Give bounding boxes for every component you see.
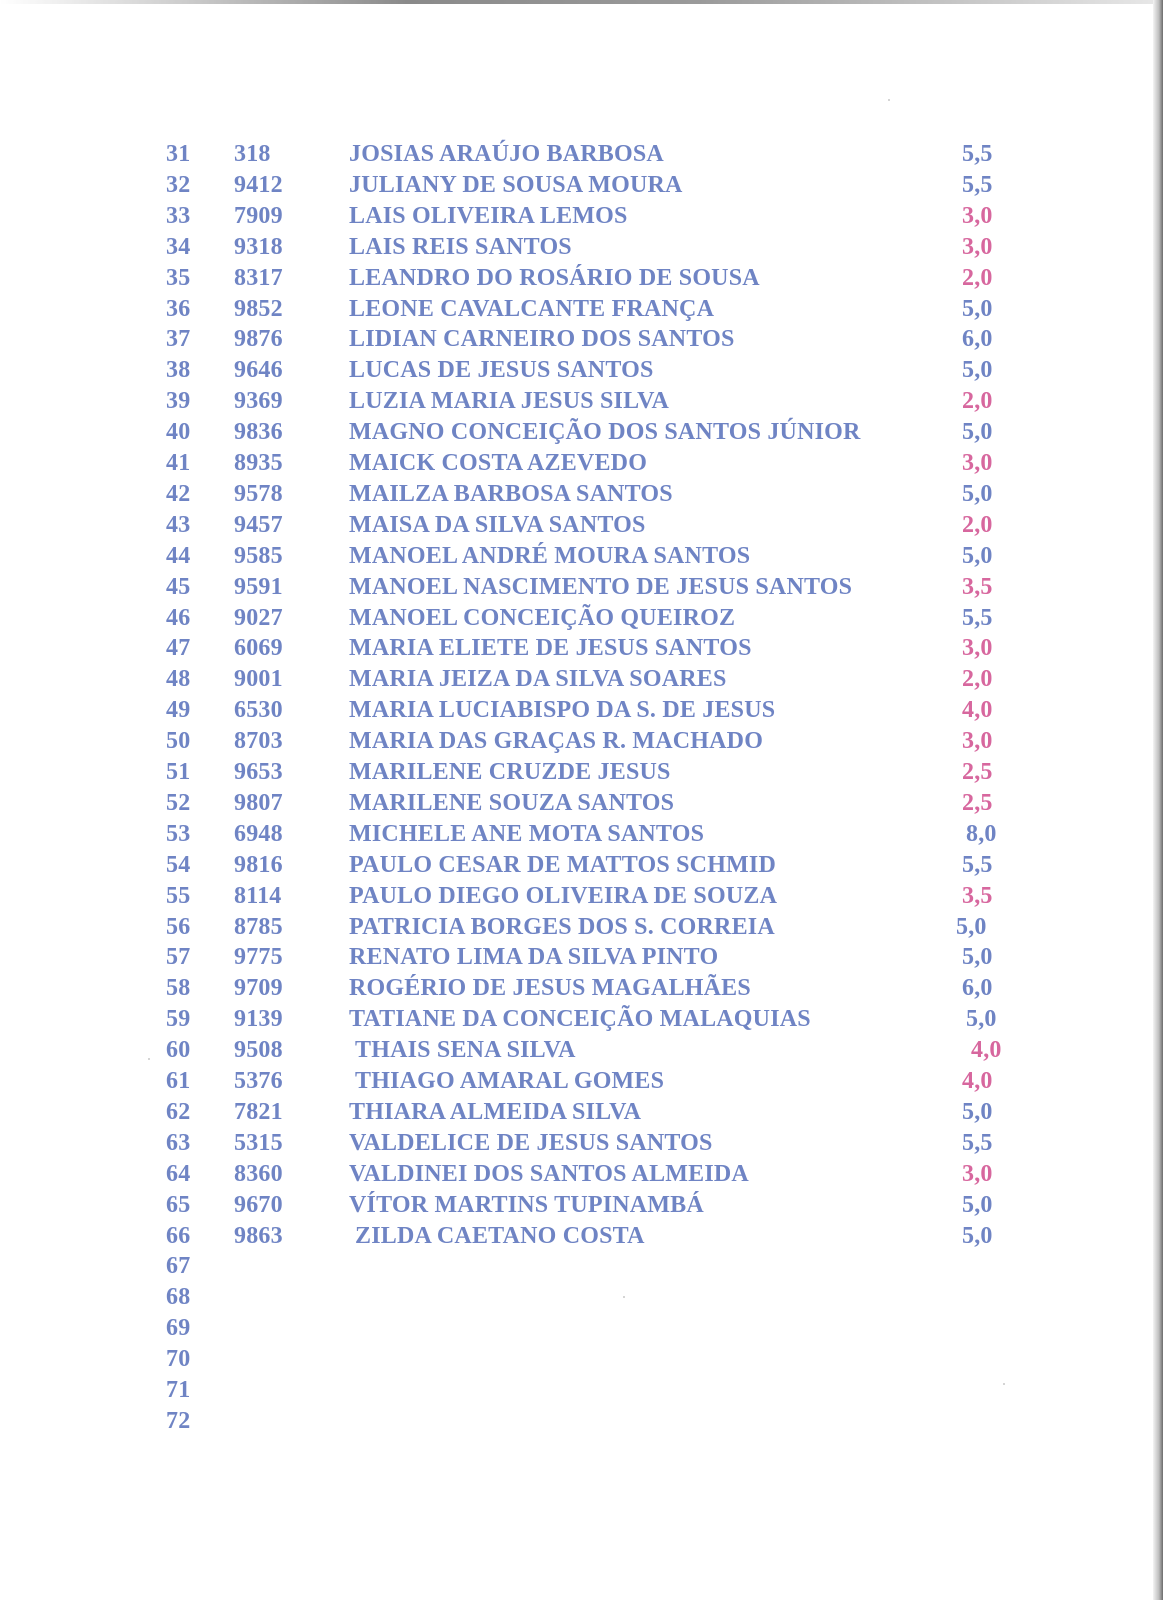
- student-grade: 3,0: [962, 1161, 993, 1187]
- student-code: 7909: [234, 203, 283, 229]
- student-code: 8360: [234, 1161, 283, 1187]
- student-grade: 3,0: [962, 234, 993, 260]
- list-row: [0, 1375, 1150, 1406]
- list-row: [0, 757, 1150, 788]
- row-number: 65: [166, 1192, 191, 1218]
- row-number: 37: [166, 326, 191, 352]
- list-row: [0, 1097, 1150, 1128]
- student-code: 9027: [234, 605, 283, 631]
- student-grade: 5,0: [962, 1099, 993, 1125]
- student-code: 6948: [234, 821, 283, 847]
- row-number: 31: [166, 141, 191, 167]
- student-code: 8703: [234, 728, 283, 754]
- list-row: [0, 1251, 1150, 1282]
- student-name: THAIS SENA SILVA: [355, 1037, 576, 1063]
- student-name: ZILDA CAETANO COSTA: [355, 1223, 645, 1249]
- student-grade: 3,0: [962, 635, 993, 661]
- row-number: 64: [166, 1161, 191, 1187]
- row-number: 60: [166, 1037, 191, 1063]
- row-number: 52: [166, 790, 191, 816]
- student-code: 9807: [234, 790, 283, 816]
- student-name: VALDELICE DE JESUS SANTOS: [349, 1130, 713, 1156]
- student-name: MARIA LUCIABISPO DA S. DE JESUS: [349, 697, 776, 723]
- student-name: JULIANY DE SOUSA MOURA: [349, 172, 683, 198]
- list-row: [0, 664, 1150, 695]
- list-row: [0, 1035, 1150, 1066]
- student-name: MAISA DA SILVA SANTOS: [349, 512, 646, 538]
- row-number: 39: [166, 388, 191, 414]
- student-code: 9318: [234, 234, 283, 260]
- list-row: [0, 1221, 1150, 1252]
- row-number: 45: [166, 574, 191, 600]
- list-row: [0, 232, 1150, 263]
- student-grade: 4,0: [962, 1068, 993, 1094]
- list-row: [0, 417, 1150, 448]
- student-code: 9852: [234, 296, 283, 322]
- list-row: [0, 912, 1150, 943]
- list-row: [0, 850, 1150, 881]
- student-code: 9585: [234, 543, 283, 569]
- student-grade: 5,0: [962, 296, 993, 322]
- student-code: 5315: [234, 1130, 283, 1156]
- row-number: 63: [166, 1130, 191, 1156]
- student-code: 9369: [234, 388, 283, 414]
- student-name: PAULO DIEGO OLIVEIRA DE SOUZA: [349, 883, 778, 909]
- student-grade: 6,0: [962, 975, 993, 1001]
- student-code: 6530: [234, 697, 283, 723]
- student-grade: 5,0: [962, 944, 993, 970]
- student-grade: 5,0: [962, 1223, 993, 1249]
- student-name: VÍTOR MARTINS TUPINAMBÁ: [349, 1192, 704, 1218]
- row-number: 38: [166, 357, 191, 383]
- row-number: 58: [166, 975, 191, 1001]
- list-row: [0, 1406, 1150, 1437]
- student-name: LEONE CAVALCANTE FRANÇA: [349, 296, 715, 322]
- scan-speck: [148, 1058, 150, 1060]
- row-number: 71: [166, 1377, 191, 1403]
- row-number: 36: [166, 296, 191, 322]
- row-number: 57: [166, 944, 191, 970]
- row-number: 44: [166, 543, 191, 569]
- student-code: 9816: [234, 852, 283, 878]
- student-grade: 3,5: [962, 574, 993, 600]
- row-number: 61: [166, 1068, 191, 1094]
- student-name: MARIA ELIETE DE JESUS SANTOS: [349, 635, 752, 661]
- student-name: VALDINEI DOS SANTOS ALMEIDA: [349, 1161, 749, 1187]
- student-name: MANOEL ANDRÉ MOURA SANTOS: [349, 543, 751, 569]
- row-number: 56: [166, 914, 191, 940]
- student-grade: 2,5: [962, 790, 993, 816]
- student-grade: 5,5: [962, 605, 993, 631]
- list-row: [0, 294, 1150, 325]
- list-row: [0, 510, 1150, 541]
- student-code: 9578: [234, 481, 283, 507]
- student-code: 9139: [234, 1006, 283, 1032]
- student-code: 318: [234, 141, 271, 167]
- student-name: LEANDRO DO ROSÁRIO DE SOUSA: [349, 265, 760, 291]
- row-number: 54: [166, 852, 191, 878]
- row-number: 35: [166, 265, 191, 291]
- list-row: [0, 695, 1150, 726]
- student-grade: 3,5: [962, 883, 993, 909]
- row-number: 47: [166, 635, 191, 661]
- list-row: [0, 1313, 1150, 1344]
- list-row: [0, 1004, 1150, 1035]
- student-grade: 5,0: [956, 914, 987, 940]
- list-row: [0, 881, 1150, 912]
- student-code: 8114: [234, 883, 282, 909]
- row-number: 68: [166, 1284, 191, 1310]
- list-row: [0, 355, 1150, 386]
- row-number: 59: [166, 1006, 191, 1032]
- student-grade: 3,0: [962, 728, 993, 754]
- row-number: 70: [166, 1346, 191, 1372]
- student-grade: 5,5: [962, 172, 993, 198]
- student-name: THIAGO AMARAL GOMES: [355, 1068, 665, 1094]
- student-code: 8935: [234, 450, 283, 476]
- student-code: 6069: [234, 635, 283, 661]
- student-code: 9591: [234, 574, 283, 600]
- student-code: 9001: [234, 666, 283, 692]
- student-name: LAIS OLIVEIRA LEMOS: [349, 203, 628, 229]
- list-row: [0, 633, 1150, 664]
- row-number: 32: [166, 172, 191, 198]
- student-code: 9508: [234, 1037, 283, 1063]
- student-code: 9876: [234, 326, 283, 352]
- row-number: 51: [166, 759, 191, 785]
- student-name: LIDIAN CARNEIRO DOS SANTOS: [349, 326, 735, 352]
- list-row: [0, 139, 1150, 170]
- student-grade: 5,0: [962, 419, 993, 445]
- scan-right-edge: [1153, 0, 1163, 1600]
- list-row: [0, 170, 1150, 201]
- list-row: [0, 973, 1150, 1004]
- student-code: 9709: [234, 975, 283, 1001]
- row-number: 34: [166, 234, 191, 260]
- student-grade: 5,5: [962, 1130, 993, 1156]
- student-code: 9646: [234, 357, 283, 383]
- student-name: MARIA DAS GRAÇAS R. MACHADO: [349, 728, 764, 754]
- student-grade: 5,0: [962, 543, 993, 569]
- scan-speck: [1003, 1383, 1005, 1385]
- student-code: 9775: [234, 944, 283, 970]
- list-row: [0, 1344, 1150, 1375]
- list-row: [0, 324, 1150, 355]
- list-row: [0, 572, 1150, 603]
- row-number: 50: [166, 728, 191, 754]
- row-number: 72: [166, 1408, 191, 1434]
- student-grade: 5,0: [966, 1006, 997, 1032]
- list-row: [0, 1190, 1150, 1221]
- student-grade: 6,0: [962, 326, 993, 352]
- row-number: 33: [166, 203, 191, 229]
- student-code: 9670: [234, 1192, 283, 1218]
- row-number: 40: [166, 419, 191, 445]
- student-name: MICHELE ANE MOTA SANTOS: [349, 821, 705, 847]
- student-name: RENATO LIMA DA SILVA PINTO: [349, 944, 719, 970]
- student-grade: 5,0: [962, 357, 993, 383]
- list-row: [0, 603, 1150, 634]
- list-row: [0, 726, 1150, 757]
- student-grade: 2,0: [962, 265, 993, 291]
- student-name: ROGÉRIO DE JESUS MAGALHÃES: [349, 975, 751, 1001]
- student-name: MANOEL NASCIMENTO DE JESUS SANTOS: [349, 574, 853, 600]
- student-code: 9836: [234, 419, 283, 445]
- list-row: [0, 1282, 1150, 1313]
- student-code: 8317: [234, 265, 283, 291]
- student-name: LAIS REIS SANTOS: [349, 234, 572, 260]
- student-grade: 4,0: [962, 697, 993, 723]
- student-code: 9412: [234, 172, 283, 198]
- student-grade: 3,0: [962, 203, 993, 229]
- list-row: [0, 1066, 1150, 1097]
- student-code: 9653: [234, 759, 283, 785]
- list-row: [0, 942, 1150, 973]
- student-grade: 4,0: [971, 1037, 1002, 1063]
- student-name: MAICK COSTA AZEVEDO: [349, 450, 648, 476]
- student-grade: 5,0: [962, 1192, 993, 1218]
- row-number: 62: [166, 1099, 191, 1125]
- row-number: 67: [166, 1253, 191, 1279]
- student-name: JOSIAS ARAÚJO BARBOSA: [349, 141, 664, 167]
- student-name: MAGNO CONCEIÇÃO DOS SANTOS JÚNIOR: [349, 419, 861, 445]
- list-row: [0, 201, 1150, 232]
- student-code: 5376: [234, 1068, 283, 1094]
- scan-speck: [888, 99, 890, 101]
- list-row: [0, 819, 1150, 850]
- row-number: 53: [166, 821, 191, 847]
- list-row: [0, 788, 1150, 819]
- list-row: [0, 448, 1150, 479]
- row-number: 69: [166, 1315, 191, 1341]
- row-number: 66: [166, 1223, 191, 1249]
- list-row: [0, 1159, 1150, 1190]
- student-grade: 5,5: [962, 852, 993, 878]
- row-number: 48: [166, 666, 191, 692]
- student-grade: 5,5: [962, 141, 993, 167]
- student-code: 8785: [234, 914, 283, 940]
- row-number: 41: [166, 450, 191, 476]
- student-name: PATRICIA BORGES DOS S. CORREIA: [349, 914, 775, 940]
- student-code: 9457: [234, 512, 283, 538]
- student-grade: 2,5: [962, 759, 993, 785]
- student-name: MANOEL CONCEIÇÃO QUEIROZ: [349, 605, 736, 631]
- student-code: 9863: [234, 1223, 283, 1249]
- student-grade: 8,0: [966, 821, 997, 847]
- row-number: 46: [166, 605, 191, 631]
- student-code: 7821: [234, 1099, 283, 1125]
- list-row: [0, 541, 1150, 572]
- list-row: [0, 1128, 1150, 1159]
- student-grade: 2,0: [962, 512, 993, 538]
- student-grade: 3,0: [962, 450, 993, 476]
- student-name: MARIA JEIZA DA SILVA SOARES: [349, 666, 727, 692]
- student-grade: 2,0: [962, 388, 993, 414]
- student-name: MAILZA BARBOSA SANTOS: [349, 481, 673, 507]
- student-grade: 2,0: [962, 666, 993, 692]
- student-grade: 5,0: [962, 481, 993, 507]
- student-name: THIARA ALMEIDA SILVA: [349, 1099, 642, 1125]
- student-name: LUCAS DE JESUS SANTOS: [349, 357, 654, 383]
- row-number: 43: [166, 512, 191, 538]
- row-number: 42: [166, 481, 191, 507]
- student-name: LUZIA MARIA JESUS SILVA: [349, 388, 670, 414]
- student-name: PAULO CESAR DE MATTOS SCHMID: [349, 852, 776, 878]
- list-row: [0, 479, 1150, 510]
- student-name: TATIANE DA CONCEIÇÃO MALAQUIAS: [349, 1006, 811, 1032]
- student-name: MARILENE CRUZDE JESUS: [349, 759, 671, 785]
- student-name: MARILENE SOUZA SANTOS: [349, 790, 675, 816]
- list-row: [0, 263, 1150, 294]
- list-row: [0, 386, 1150, 417]
- scan-speck: [623, 1296, 625, 1298]
- row-number: 49: [166, 697, 191, 723]
- row-number: 55: [166, 883, 191, 909]
